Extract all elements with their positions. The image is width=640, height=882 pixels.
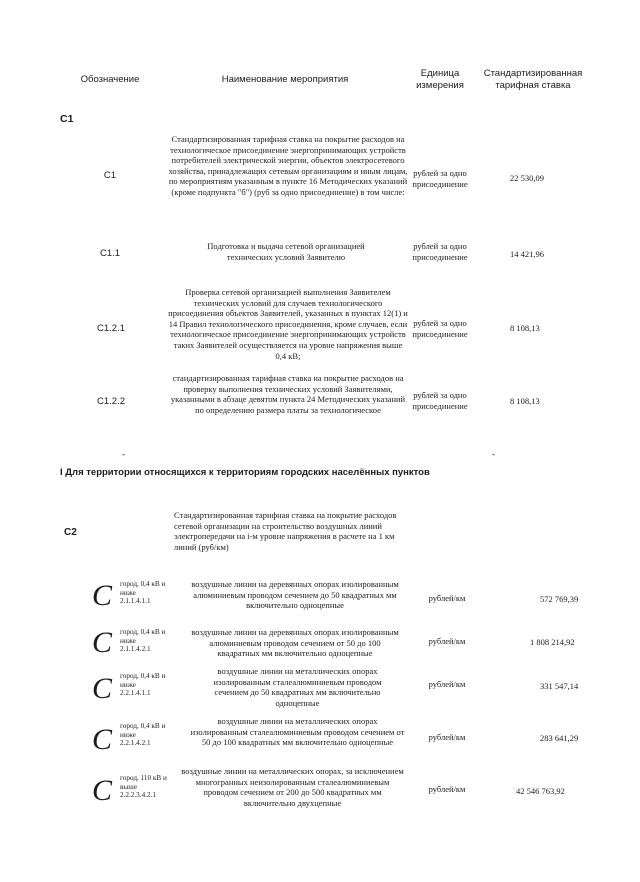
col-header-name: Наименование мероприятия [221, 74, 349, 85]
row-name: Стандартизированная тарифная ставка на покрытие расходов на технологическое присоединение энергопринимающих устройств потребителей электрической энергии, объектов электросетевого хозяйства, принадлежащих сетевым организациям и иным лицам, по мероприятиям указанным в пункте 16 Методических указаний (кроме подпункта "б") (руб за одно присоединение) в том числе: [168, 134, 408, 197]
row-unit: рублей за одно присоединение [412, 241, 468, 262]
col-header-rate: Стандартизированная тарифная ставка [483, 68, 583, 91]
row-unit: рублей/км [428, 593, 466, 603]
row-unit: рублей за одно присоединение [412, 168, 468, 189]
row-value: 8 108,13 [510, 396, 540, 406]
row-value: 1 808 214,92 [530, 637, 575, 647]
row-letter: С [92, 672, 113, 705]
row-value: 42 546 763,92 [516, 786, 565, 796]
row-sub: город, 110 кВ и выше 2.2.2.3.4.2.1 [120, 774, 167, 800]
row-unit: рублей за одно присоединение [412, 318, 468, 339]
row-name: воздушные линии на металлических опорах, за исключением многогранных неизолированным сталеалюминиевым проводом сечением от 200 до 500 квадратных мм включительно двухцепные [181, 766, 404, 808]
row-value: 331 547,14 [540, 681, 579, 691]
row-name: стандартизированная тарифная ставка на покрытие расходов на проверку выполнения технических условий Заявителями, указанными в абзаце девятом пункта 24 Методических указаний по определению размера платы за технологическое [170, 373, 406, 415]
row-letter: С [92, 723, 113, 756]
row-sub: город, 0,4 кВ и ниже 2.1.1.4.2.1 [120, 628, 166, 654]
row-value: 283 641,29 [540, 733, 579, 743]
table-row [0, 574, 640, 620]
row-name: воздушные линии на деревянных опорах изолированным алюминиевым проводом сечением до 50 квадратных мм включительно одноцепные [191, 579, 399, 611]
table-row [0, 624, 640, 664]
row-letter: С [92, 626, 113, 659]
scan-mark: ‑ [492, 449, 495, 459]
row-code: С1.2.1 [97, 323, 125, 334]
row-value: 22 530,09 [510, 173, 544, 183]
row-code: С1 [103, 170, 117, 181]
row-unit: рублей/км [428, 636, 466, 646]
row-name: воздушные линии на деревянных опорах изолированным алюминиевым проводом сечением от 50 до 100 квадратных мм включительно одноцепные [191, 627, 399, 659]
c2-code: С2 [64, 527, 77, 538]
table-row [0, 766, 640, 816]
section2-title: I Для территории относящихся к территориям городских населённых пунктов [60, 467, 430, 478]
row-name: воздушные линии на металлических опорах изолированным сталеалюминиевым проводом сечением от 50 до 100 квадратных мм включительно одноцепные [190, 716, 405, 748]
col-header-unit: Единица измерения [416, 68, 464, 91]
c2-name: Стандартизированная тарифная ставка на покрытие расходов сетевой организации на строительство воздушных линий электропередачи на i-м уровне напряжения в расчете на 1 км линий (руб/км) [174, 510, 397, 552]
table-row [0, 715, 640, 763]
row-value: 14 421,96 [510, 249, 544, 259]
row-sub: город, 0,4 кВ и ниже 2.1.1.4.1.1 [120, 580, 166, 606]
table-row [0, 666, 640, 710]
row-letter: С [92, 774, 113, 807]
row-name: Проверка сетевой организацией выполнения Заявителем технических условий для случаев технологического присоединения объектов Заявителей, указанных в пунктах 12(1) и 14 Правил технологического присоединения, кроме случаев, если технологическое присоединение энергопринимающих устройств таких Заявителей осуществляется на уровне напряжения выше 0,4 кВ; [168, 287, 408, 361]
row-code: С1.1 [99, 248, 121, 259]
row-value: 8 108,13 [510, 323, 540, 333]
row-unit: рублей/км [428, 679, 466, 689]
section1-title: С1 [60, 113, 74, 125]
row-value: 572 769,39 [540, 594, 579, 604]
row-sub: город, 0,4 кВ и ниже 2.2.1.4.1.1 [120, 672, 166, 698]
row-unit: рублей за одно присоединение [412, 390, 468, 411]
row-code: С1.2.2 [97, 396, 125, 407]
col-header-code: Обозначение [80, 74, 140, 85]
row-name: Подготовка и выдача сетевой организацией технических условий Заявителю [207, 241, 365, 262]
row-unit: рублей/км [428, 732, 466, 742]
row-name: воздушные линии на металлических опорах изолированным сталеалюминиевым проводом сечением до 50 квадратных мм включительно одноцепные [213, 666, 382, 708]
row-sub: город, 0,4 кВ и ниже 2.2.1.4.2.1 [120, 722, 166, 748]
row-letter: С [92, 579, 113, 612]
row-unit: рублей/км [428, 784, 466, 794]
scan-mark: ‑ [122, 449, 125, 459]
